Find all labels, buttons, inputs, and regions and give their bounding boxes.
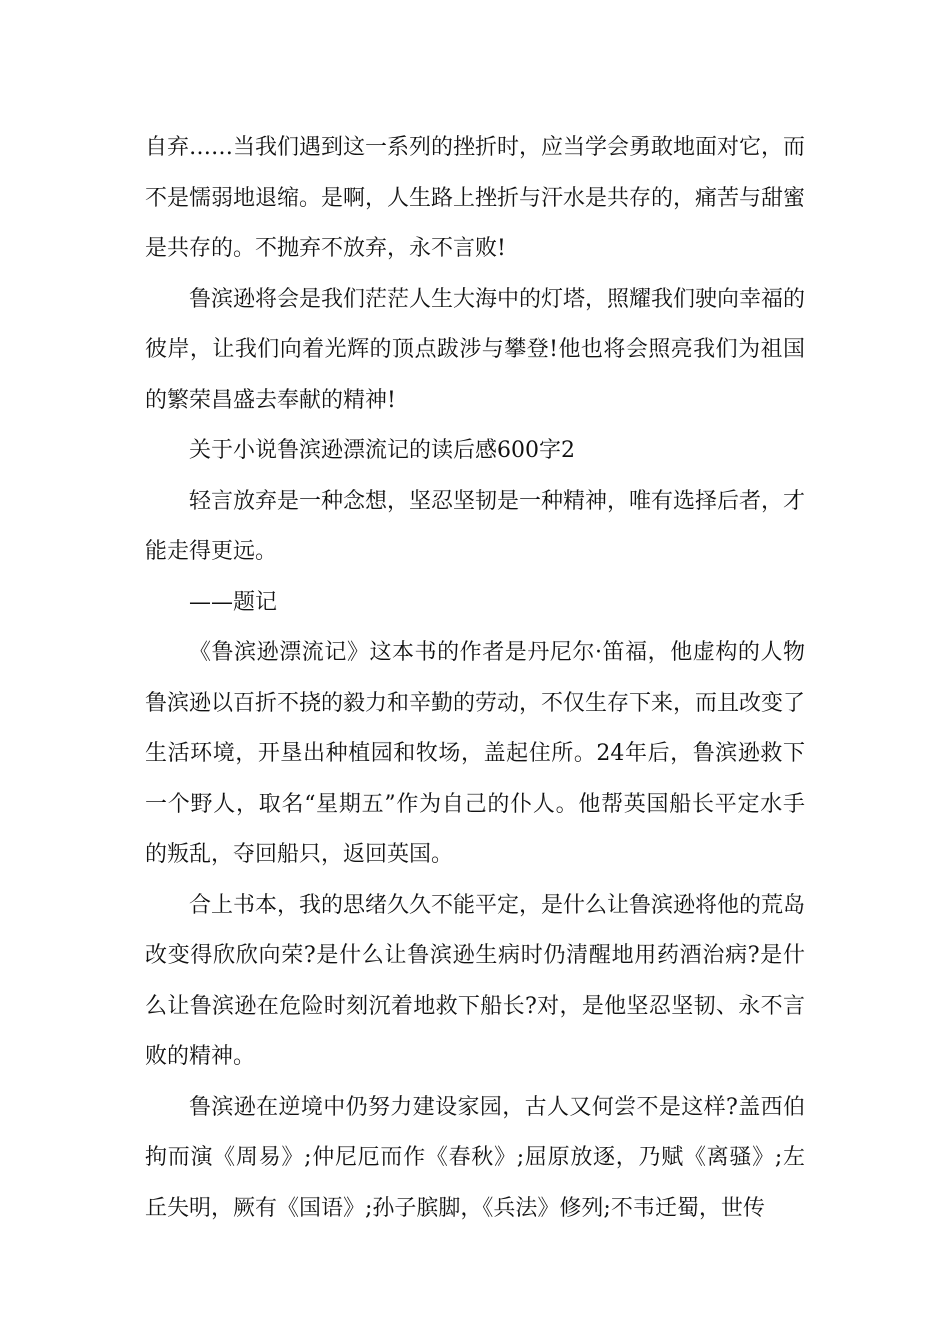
epigraph-attribution: ——题记 bbox=[189, 589, 278, 615]
paragraph-2: 鲁滨逊将会是我们茫茫人生大海中的灯塔，照耀我们驶向幸福的彼岸，让我们向着光辉的顶点跋涉与攀登!他也将会照亮我们为祖国的繁荣昌盛去奉献的精神! bbox=[145, 286, 806, 413]
paragraph-reflection: 合上书本，我的思绪久久不能平定，是什么让鲁滨逊将他的荒岛改变得欣欣向荣?是什么让鲁滨逊生病时仍清醒地用药酒治病?是什么让鲁滨逊在危险时刻沉着地救下船长?对，是他坚忍坚韧、永不言败的精神。 bbox=[145, 892, 806, 1069]
section-heading: 关于小说鲁滨逊漂流记的读后感600字2 bbox=[189, 438, 575, 463]
paragraph-1: 自弃……当我们遇到这一系列的挫折时，应当学会勇敢地面对它，而不是懦弱地退缩。是啊，人生路上挫折与汗水是共存的，痛苦与甜蜜是共存的。不抛弃不放弃，永不言败! bbox=[145, 135, 806, 261]
paragraph-summary: 《鲁滨逊漂流记》这本书的作者是丹尼尔·笛福，他虚构的人物鲁滨逊以百折不挠的毅力和辛勤的劳动，不仅生存下来，而且改变了生活环境，开垦出种植园和牧场，盖起住所。24年后，鲁滨逊救下一个野人，取名“星期五”作为自己的仆人。他帮英国船长平定水手的叛乱，夺回船只，返回英国。 bbox=[145, 640, 806, 867]
document-body bbox=[145, 123, 805, 1234]
paragraph-examples: 鲁滨逊在逆境中仍努力建设家园，古人又何尝不是这样?盖西伯拘而演《周易》;仲尼厄而作《春秋》;屈原放逐，乃赋《离骚》;左丘失明，厥有《国语》;孙子膑脚，《兵法》修列;不韦迁蜀，世传 bbox=[145, 1094, 805, 1221]
epigraph: 轻言放弃是一种念想，坚忍坚韧是一种精神，唯有选择后者，才能走得更远。 bbox=[145, 488, 806, 564]
